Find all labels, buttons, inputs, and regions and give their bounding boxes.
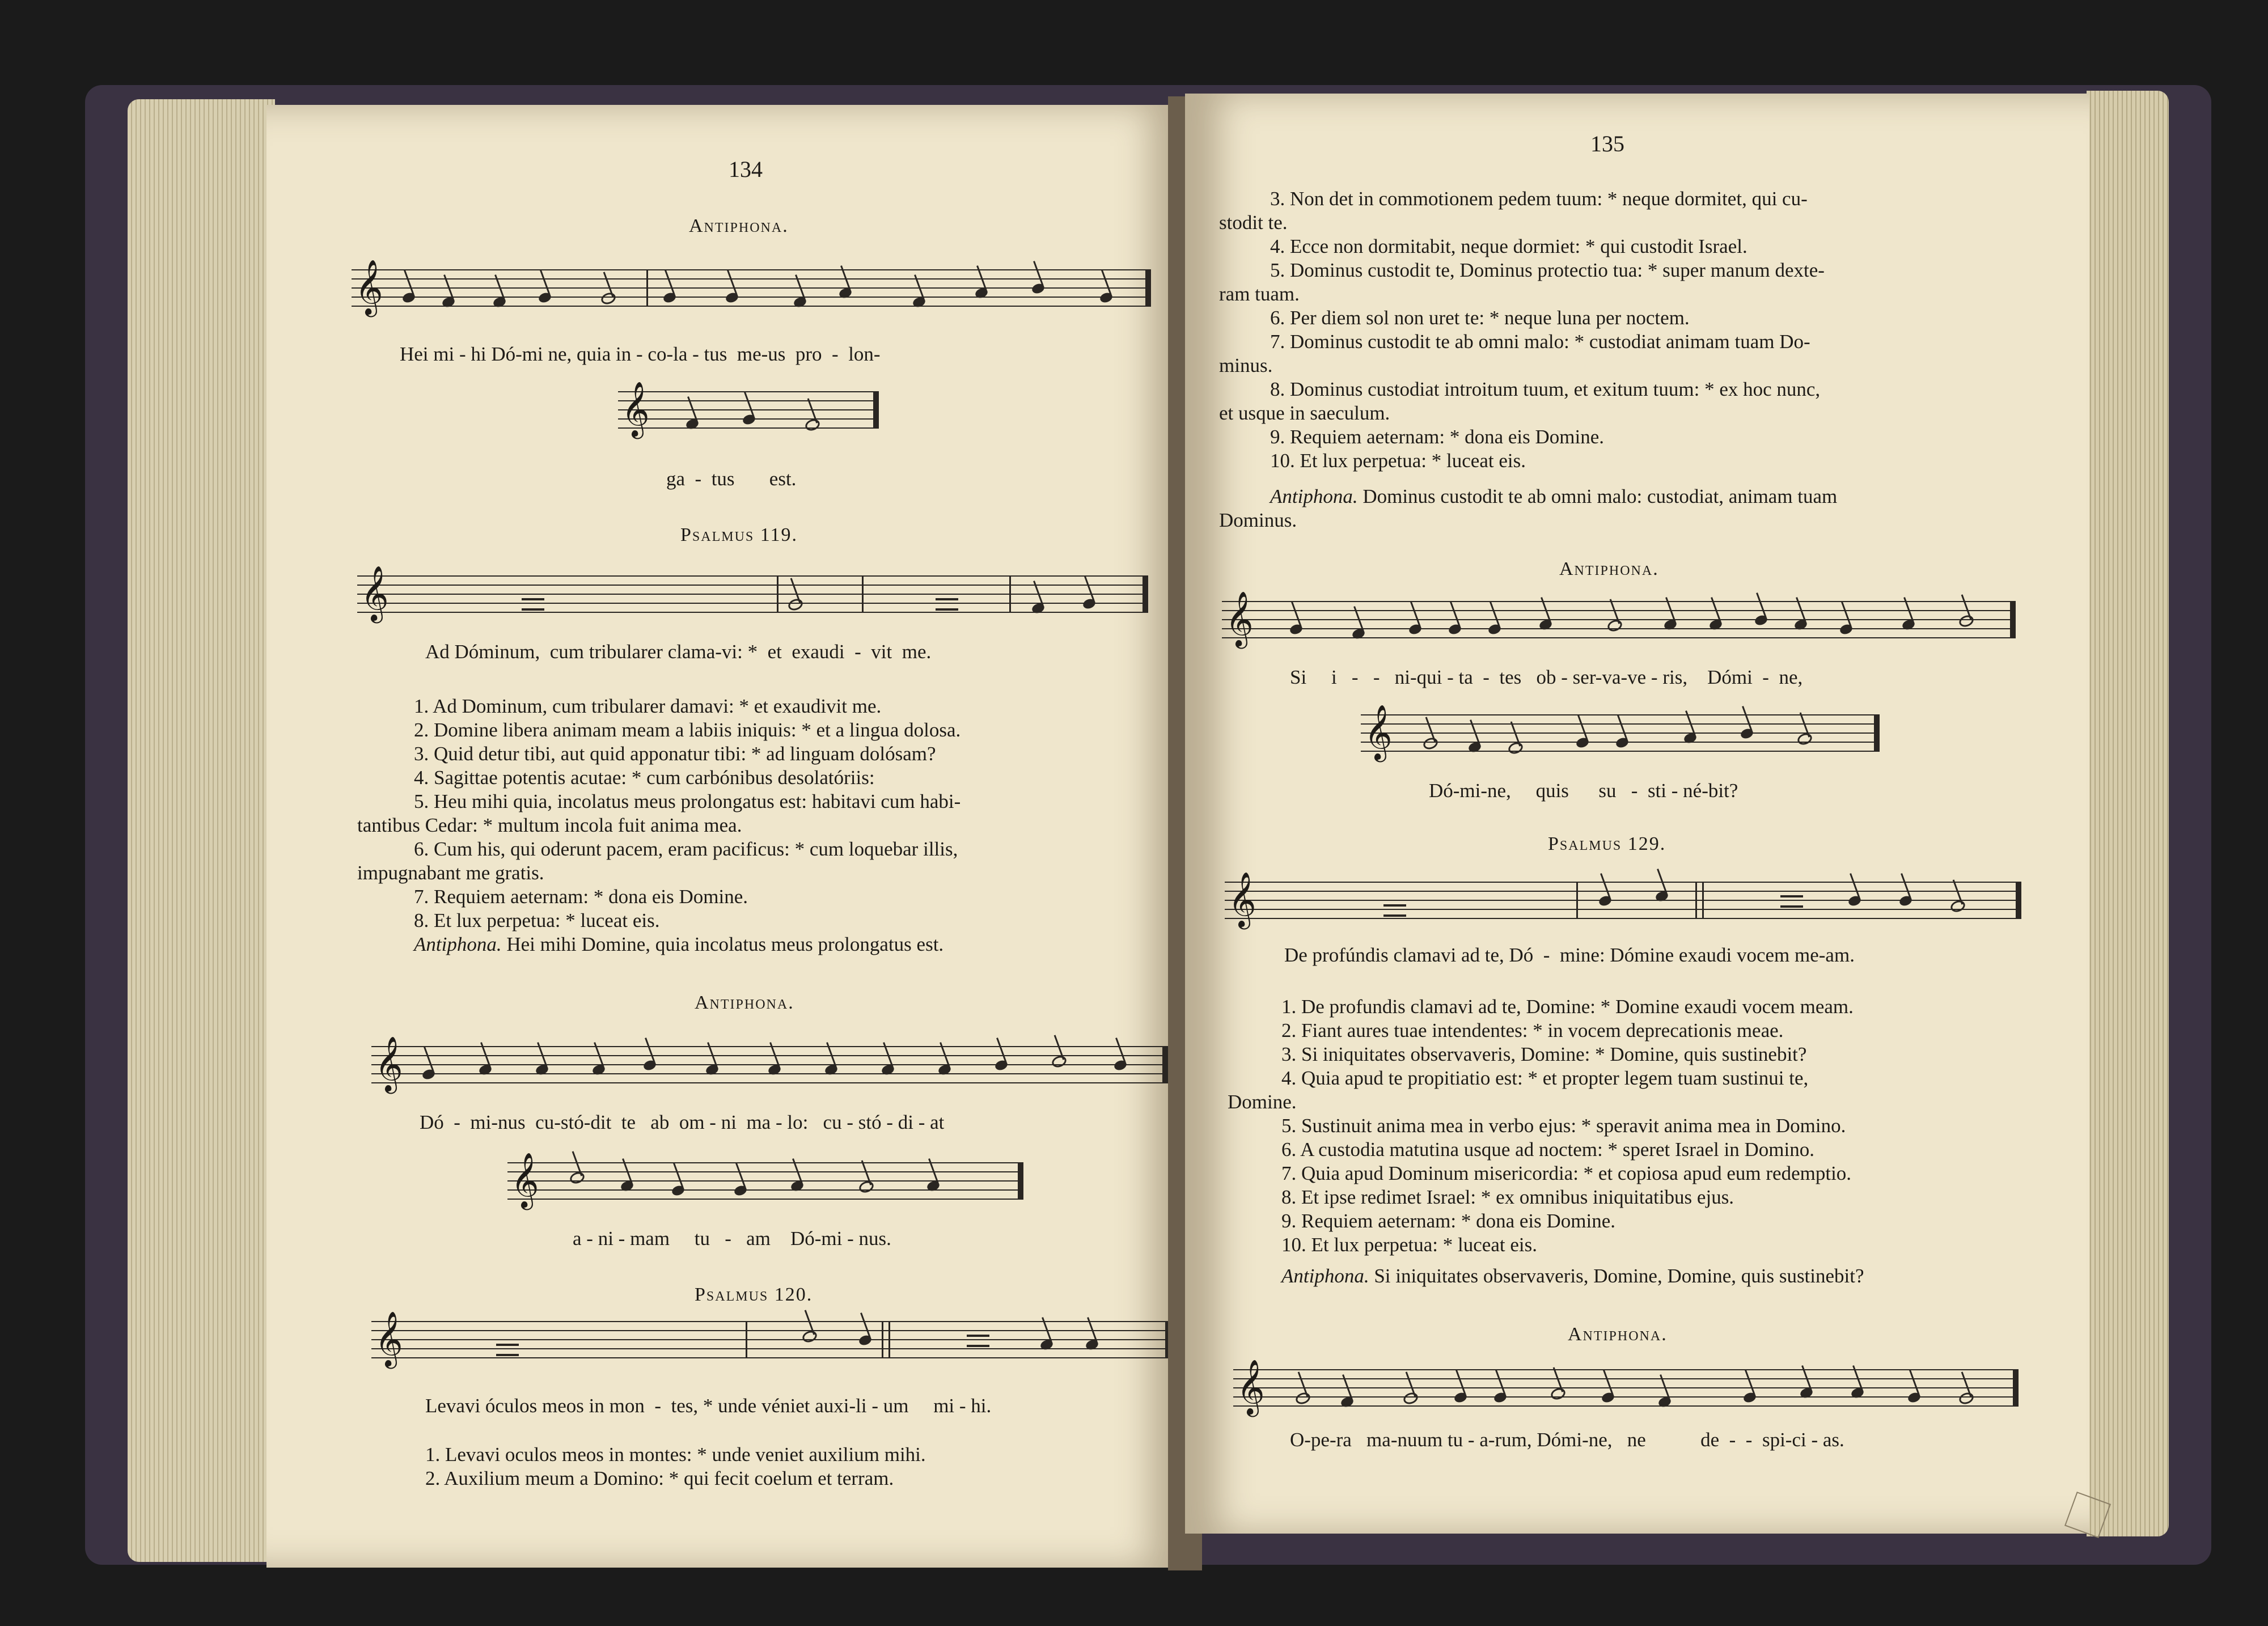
- note: [787, 597, 805, 612]
- verse: impugnabant me gratis.: [357, 862, 544, 884]
- note: [492, 296, 507, 309]
- antiphona-repeat: Antiphona. Si iniquitates observaveris, Domine, Domine, quis sustinebit?: [1281, 1265, 1864, 1287]
- verse: tantibus Cedar: * multum incola fuit anima mea.: [357, 814, 742, 836]
- note: [804, 417, 822, 433]
- verse: 2. Auxilium meum a Domino: * qui fecit coelum et terram.: [425, 1467, 894, 1489]
- antiphona-heading: Antiphona.: [1559, 558, 1659, 579]
- note: [1493, 1391, 1508, 1404]
- note: [1949, 899, 1967, 914]
- note: [1708, 619, 1723, 632]
- note: [1793, 619, 1808, 632]
- note: [881, 1064, 895, 1077]
- music-staff: [371, 1036, 1168, 1091]
- note: [620, 1180, 634, 1193]
- verse: 3. Non det in commotionem pedem tuum: * neque dormitet, qui cu-: [1270, 188, 1808, 210]
- note: [1799, 1387, 1814, 1400]
- page-number: 134: [729, 156, 763, 182]
- note: [1898, 895, 1913, 908]
- psalm-heading: Psalmus 120.: [695, 1284, 813, 1305]
- lyrics-line: Ad Dóminum, cum tribularer clama-vi: * et exaudi - vit me.: [425, 641, 932, 663]
- note: [1448, 623, 1462, 636]
- note: [1507, 740, 1525, 756]
- note: [1039, 1339, 1054, 1352]
- note: [1907, 1391, 1922, 1404]
- verse: 3. Si iniquitates observaveris, Domine: * Domine, quis sustinebit?: [1281, 1043, 1807, 1065]
- verse: 7. Quia apud Dominum misericordia: * et copiosa apud eum redemptio.: [1281, 1162, 1852, 1184]
- music-staff: [1233, 1359, 2019, 1415]
- note: [1550, 1386, 1567, 1401]
- note: [858, 1334, 873, 1347]
- note: [1453, 1391, 1468, 1404]
- note: [1958, 1391, 1975, 1406]
- lyrics-line: Levavi óculos meos in mon - tes, * unde véniet auxi-li - um mi - hi.: [425, 1395, 992, 1417]
- note: [1663, 619, 1678, 632]
- verse: 6. Per diem sol non uret te: * neque luna per noctem.: [1270, 307, 1690, 329]
- note: [535, 1064, 549, 1077]
- verse: 10. Et lux perpetua: * luceat eis.: [1281, 1234, 1537, 1256]
- note: [1901, 619, 1916, 632]
- note: [401, 291, 416, 304]
- note: [1487, 623, 1502, 636]
- note: [1085, 1339, 1099, 1352]
- note: [1031, 602, 1046, 615]
- verse: stodit te.: [1219, 211, 1288, 234]
- note: [742, 413, 756, 426]
- verse: 4. Ecce non dormitabit, neque dormiet: * qui custodit Israel.: [1270, 235, 1747, 257]
- note: [1467, 741, 1482, 754]
- note: [767, 1064, 782, 1077]
- lyrics-line: De profúndis clamavi ad te, Dó - mine: Dómine exaudi vocem me-am.: [1284, 944, 1855, 966]
- note: [912, 296, 926, 309]
- music-staff: [1225, 871, 2021, 927]
- note: [725, 291, 739, 304]
- note: [1847, 895, 1862, 908]
- note: [1740, 727, 1754, 740]
- verse: 5. Heu mihi quia, incolatus meus prolongatus est: habitavi cum habi-: [414, 790, 961, 812]
- note: [838, 287, 853, 300]
- lyrics-line: ga - tus est.: [666, 468, 797, 490]
- music-staff: [357, 565, 1148, 621]
- note: [1606, 618, 1624, 633]
- verse: 5. Dominus custodit te, Dominus protectio tua: * super manum dexte-: [1270, 259, 1825, 281]
- treble-clef-icon: 𝄞: [621, 381, 650, 437]
- page-number: 135: [1590, 131, 1624, 156]
- note: [569, 1170, 586, 1185]
- music-staff: [1361, 704, 1880, 760]
- verse: 7. Requiem aeternam: * dona eis Domine.: [414, 886, 748, 908]
- verse: 6. Cum his, qui oderunt pacem, eram pacificus: * cum loquebar illis,: [414, 838, 958, 860]
- note: [1294, 1391, 1312, 1406]
- treble-clef-icon: 𝄞: [361, 565, 389, 621]
- note: [1051, 1054, 1068, 1069]
- note: [1351, 628, 1366, 641]
- note: [1657, 1396, 1672, 1409]
- note: [1340, 1396, 1355, 1409]
- note: [1958, 613, 1975, 629]
- lyrics-line: Hei mi - hi Dó-mi ne, quia in - co-la - tus me-us pro - lon-: [400, 343, 881, 365]
- page-edges-left: [128, 99, 275, 1562]
- verse: Domine.: [1228, 1091, 1297, 1113]
- note: [733, 1184, 748, 1197]
- verse: 4. Sagittae potentis acutae: * cum carbónibus desolatóriis:: [414, 767, 875, 789]
- verse: et usque in saeculum.: [1219, 402, 1390, 424]
- note: [441, 296, 456, 309]
- note: [1575, 736, 1590, 750]
- note: [1402, 1391, 1420, 1406]
- left-page: [266, 105, 1185, 1568]
- music-staff: [371, 1311, 1171, 1366]
- lyrics-line: O-pe-ra ma-nuum tu - a-rum, Dómi-ne, ne de - - spi-ci - as.: [1290, 1429, 1844, 1451]
- verse: 8. Dominus custodiat introitum tuum, et exitum tuum: * ex hoc nunc,: [1270, 378, 1821, 400]
- verse: 9. Requiem aeternam: * dona eis Domine.: [1270, 426, 1605, 448]
- verse: 3. Quid detur tibi, aut quid apponatur tibi: * ad linguam dolósam?: [414, 743, 936, 765]
- note: [1289, 623, 1304, 636]
- breve-note: [522, 598, 544, 611]
- music-staff: [507, 1152, 1023, 1208]
- verse: 1. De profundis clamavi ad te, Domine: * Domine exaudi vocem meam.: [1281, 996, 1854, 1018]
- antiphona-heading: Antiphona.: [1568, 1324, 1668, 1345]
- note: [801, 1329, 819, 1344]
- note: [591, 1064, 606, 1077]
- note: [1655, 890, 1669, 903]
- antiphona-repeat: Antiphona. Hei mihi Domine, quia incolatus meus prolongatus est.: [414, 933, 944, 955]
- note: [1742, 1391, 1757, 1404]
- note: [1850, 1387, 1865, 1400]
- note: [1113, 1059, 1128, 1072]
- music-staff: [352, 259, 1151, 315]
- note: [1683, 732, 1698, 745]
- note: [1082, 598, 1097, 611]
- note: [974, 287, 989, 300]
- page-edges-right: [2087, 91, 2169, 1536]
- lyrics-line: Si i - - ni-qui - ta - tes ob - ser-va-ve - ris, Dómi - ne,: [1290, 666, 1803, 688]
- note: [1796, 731, 1814, 747]
- breve-note: [1383, 904, 1406, 917]
- treble-clef-icon: 𝄞: [1237, 1359, 1265, 1415]
- note: [1754, 614, 1768, 627]
- note: [937, 1064, 952, 1077]
- verse: 2. Fiant aures tuae intendentes: * in vocem deprecationis meae.: [1281, 1019, 1784, 1041]
- note: [858, 1179, 875, 1195]
- antiphona-heading: Antiphona.: [689, 215, 789, 236]
- verse: 1. Levavi oculos meos in montes: * unde veniet auxilium mihi.: [425, 1443, 926, 1466]
- note: [600, 291, 617, 306]
- antiphona-repeat: Antiphona. Dominus custodit te ab omni malo: custodiat, animam tuam: [1270, 485, 1838, 507]
- treble-clef-icon: 𝄞: [1364, 704, 1393, 760]
- antiphona-heading: Antiphona.: [695, 992, 794, 1013]
- lyrics-line: Dó - mi-nus cu-stó-dit te ab om - ni ma - lo: cu - stó - di - at: [420, 1111, 945, 1133]
- verse: 7. Dominus custodit te ab omni malo: * custodiat animam tuam Do-: [1270, 331, 1810, 353]
- note: [793, 296, 807, 309]
- treble-clef-icon: 𝄞: [1225, 591, 1254, 646]
- treble-clef-icon: 𝄞: [355, 259, 383, 315]
- note: [685, 418, 700, 431]
- verse: 6. A custodia matutina usque ad noctem: * speret Israel in Domino.: [1281, 1138, 1814, 1161]
- note: [824, 1064, 839, 1077]
- note: [642, 1059, 657, 1072]
- music-staff: [618, 381, 879, 437]
- verse: 10. Et lux perpetua: * luceat eis.: [1270, 450, 1526, 472]
- verse: 8. Et lux perpetua: * luceat eis.: [414, 909, 660, 931]
- treble-clef-icon: 𝄞: [375, 1036, 403, 1091]
- breve-note: [1780, 895, 1803, 908]
- note: [1615, 736, 1630, 750]
- note: [538, 291, 552, 304]
- note: [1839, 623, 1854, 636]
- verse: 8. Et ipse redimet Israel: * ex omnibus iniquitatibus ejus.: [1281, 1186, 1734, 1208]
- note: [926, 1180, 941, 1193]
- verse: 5. Sustinuit anima mea in verbo ejus: * speravit anima mea in Domino.: [1281, 1115, 1846, 1137]
- verse: minus.: [1219, 354, 1273, 376]
- breve-note: [496, 1344, 519, 1356]
- lyrics-line: Dó-mi-ne, quis su - sti - né-bit?: [1429, 780, 1738, 802]
- psalm-heading: Psalmus 119.: [680, 524, 798, 545]
- verse: 4. Quia apud te propitiatio est: * et propter legem tuam sustinui te,: [1281, 1067, 1809, 1089]
- treble-clef-icon: 𝄞: [375, 1311, 403, 1366]
- note: [790, 1180, 805, 1193]
- note: [1538, 619, 1553, 632]
- right-page: [1185, 94, 2089, 1534]
- verse: 9. Requiem aeternam: * dona eis Domine.: [1281, 1210, 1616, 1232]
- treble-clef-icon: 𝄞: [511, 1152, 539, 1208]
- breve-note: [936, 598, 958, 611]
- note: [1422, 736, 1440, 751]
- note: [662, 291, 677, 304]
- psalm-heading: Psalmus 129.: [1548, 833, 1666, 854]
- note: [1598, 895, 1613, 908]
- note: [671, 1184, 686, 1197]
- note: [1601, 1391, 1615, 1404]
- music-staff: [1222, 591, 2016, 646]
- lyrics-line: a - ni - mam tu - am Dó-mi - nus.: [573, 1227, 891, 1250]
- note: [994, 1059, 1009, 1072]
- note: [1408, 623, 1423, 636]
- note: [421, 1068, 436, 1081]
- verse: ram tuam.: [1219, 283, 1300, 305]
- treble-clef-icon: 𝄞: [1228, 871, 1256, 927]
- note: [705, 1064, 720, 1077]
- verse: 1. Ad Dominum, cum tribularer damavi: * et exaudivit me.: [414, 695, 882, 717]
- antiphona-repeat-cont: Dominus.: [1219, 509, 1297, 531]
- note: [478, 1064, 493, 1077]
- note: [1099, 291, 1114, 304]
- breve-note: [967, 1335, 989, 1347]
- verse: 2. Domine libera animam meam a labiis iniquis: * et a lingua dolosa.: [414, 719, 961, 741]
- note: [1031, 282, 1046, 295]
